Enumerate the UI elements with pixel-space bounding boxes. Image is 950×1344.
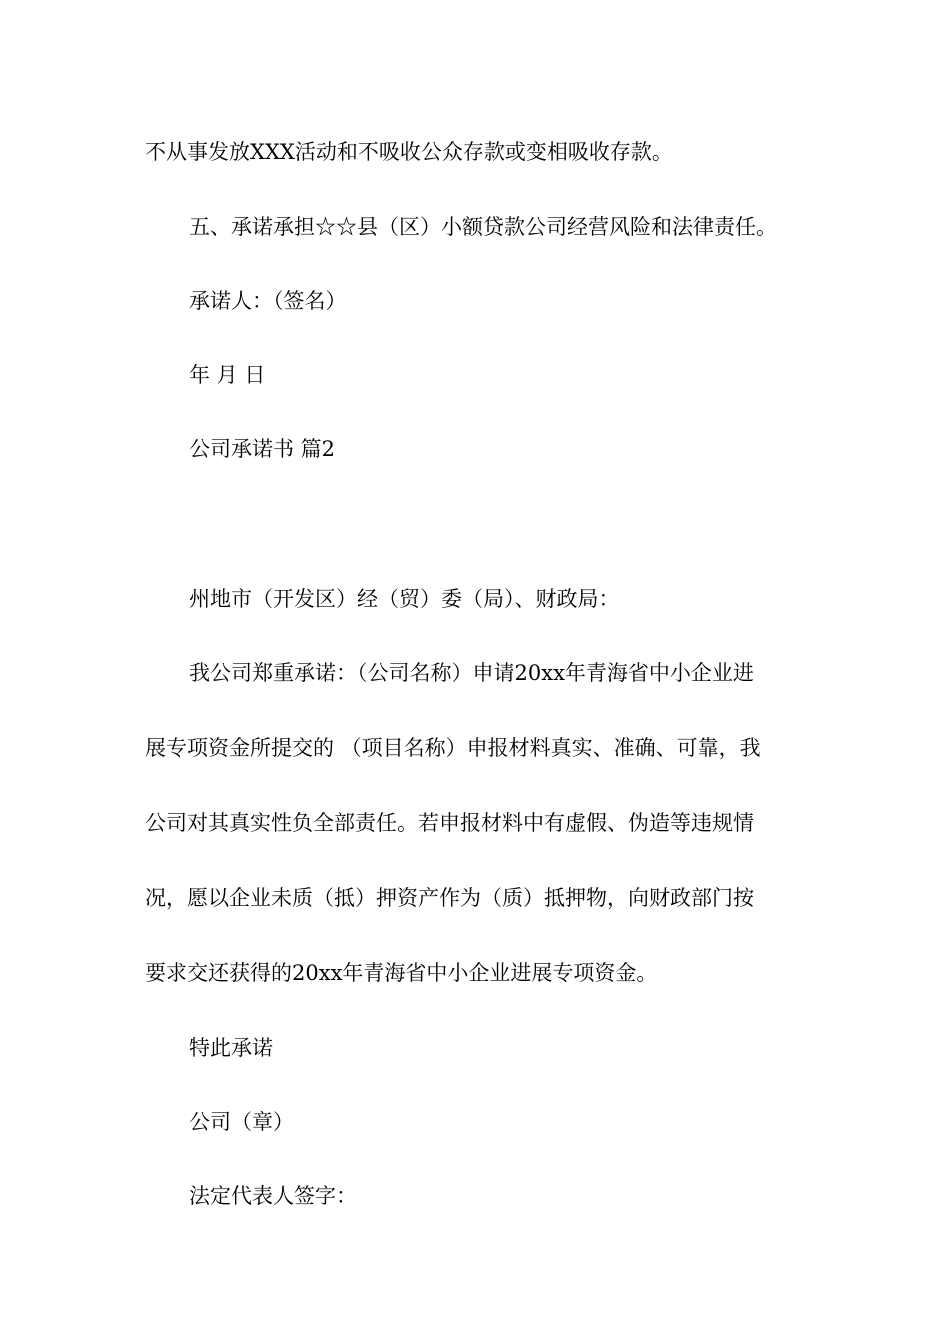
- section-heading: 公司承诺书 篇2: [189, 437, 336, 461]
- body-line-1: 我公司郑重承诺：（公司名称）申请20xx年青海省中小企业进: [189, 661, 754, 685]
- date-line: 年 月 日: [189, 363, 266, 387]
- body-line-5: 要求交还获得的20xx年青海省中小企业进展专项资金。: [145, 961, 658, 985]
- body-line-4: 况，愿以企业未质（抵）押资产作为（质）抵押物，向财政部门按: [145, 886, 754, 910]
- signatory-label: 承诺人：（签名）: [189, 289, 347, 313]
- addressee-line: 州地市（开发区）经（贸）委（局）、财政局：: [189, 587, 620, 611]
- body-line-3: 公司对其真实性负全部责任。若申报材料中有虚假、伪造等违规情: [145, 811, 754, 835]
- company-seal-label: 公司（章）: [189, 1110, 294, 1134]
- closing-line: 特此承诺: [189, 1036, 273, 1060]
- commitment-item-5: 五、承诺承担☆☆县（区）小额贷款公司经营风险和法律责任。: [189, 215, 777, 239]
- legal-representative-signature-label: 法定代表人签字：: [189, 1184, 357, 1208]
- body-line-2: 展专项资金所提交的 （项目名称）申报材料真实、准确、可靠，我: [145, 736, 761, 760]
- paragraph-line-1: 不从事发放XXX活动和不吸收公众存款或变相吸收存款。: [145, 140, 673, 164]
